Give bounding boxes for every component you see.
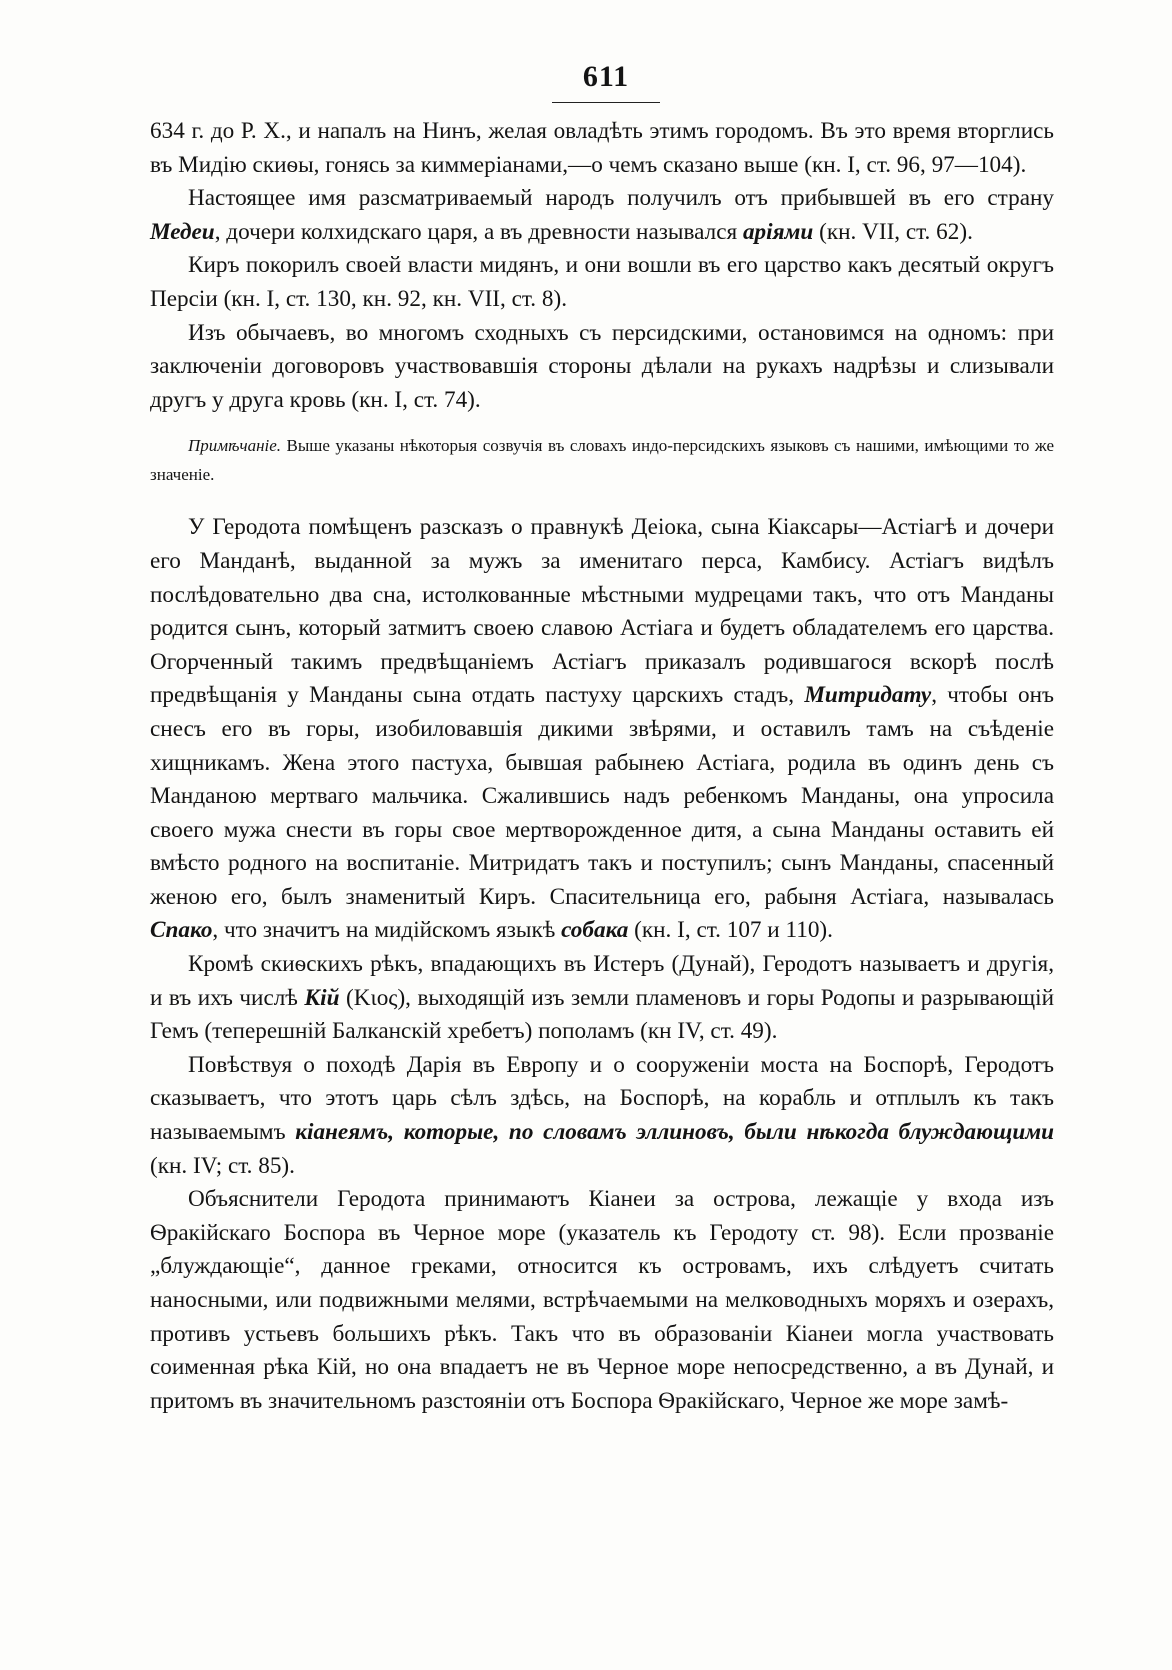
paragraph-p7 (150, 1049, 1054, 1183)
text-run: Кромѣ скиѳскихъ рѣкъ, впадающихъ въ Истеръ (Дунай), Геродотъ называетъ и другія, и въ ихъ числѣ (150, 951, 1054, 1011)
paragraph-p5 (150, 511, 1054, 948)
paragraph-p4 (150, 317, 1054, 418)
footnote (150, 431, 1054, 489)
text-run: Повѣствуя о походѣ Дарія въ Европу и о сооруженіи моста на Боспорѣ, Геродотъ сказываетъ, что этотъ царь сѣлъ здѣсь, на Боспорѣ, на корабль и отплылъ къ такъ называемымъ (150, 1051, 1054, 1146)
text-run: (кн. VII, ст. 62). (813, 218, 973, 245)
text-run: , что значитъ на мидійскомъ языкѣ (212, 917, 562, 944)
paragraph-p2 (150, 182, 1054, 249)
text-run: Киръ покорилъ своей власти мидянъ, и они вошли въ его царство какъ десятый округъ Персіи (кн. I, ст. 130, кн. 92, кн. VII, ст. 8). (150, 252, 1054, 312)
italic-term: собака (561, 917, 629, 944)
italic-term: Медеи (150, 218, 215, 245)
italic-term: Кій (304, 984, 340, 1011)
text-run: Настоящее имя разсматриваемый народъ получилъ отъ прибывшей въ его страну (188, 185, 1054, 212)
italic-term: Митридату (804, 682, 932, 709)
body-text-bottom (150, 511, 1054, 1418)
text-run: 634 г. до Р. Х., и напалъ на Нинъ, желая овладѣть этимъ городомъ. Въ это время вторглись въ Мидію скиѳы, гонясь за киммеріанами,—о чемъ сказано выше (кн. I, ст. 96, 97—104). (150, 118, 1054, 178)
text-run: У Геродота помѣщенъ разсказъ о правнукѣ Деіока, сына Кіаксары—Астіагѣ и дочери его Манданѣ, выданной за мужъ за именитаго перса, Камбису. Астіагъ видѣлъ послѣдовательно два сна, истолкованные мѣстными мудрецами такъ, что отъ Манданы родится сынъ, который затмитъ своею славою Астіага и будетъ обладателемъ его царства. Огорченный такимъ предвѣщаніемъ Астіагъ приказалъ родившагося вскорѣ послѣ предвѣщанія у Манданы сына отдать пастуху царскихъ стадъ, (150, 514, 1054, 709)
paragraph-p1 (150, 115, 1054, 182)
italic-term: Спако (150, 917, 213, 944)
paragraph-p8 (150, 1183, 1054, 1418)
page-number-rule (552, 102, 660, 103)
page-number: 611 (582, 60, 630, 93)
text-run: Объяснители Геродота принимаютъ Кіанеи за острова, лежащіе у входа изъ Ѳракійскаго Боспора въ Черное море (указатель къ Геродоту ст. 98). Если прозваніе „блуждающіе“, данное греками, относится къ островамъ, ихъ слѣдуетъ считать наносными, или подвижными мелями, встрѣчаемыми на мелководныхъ моряхъ и озерахъ, противъ устьевъ большихъ рѣкъ. Такъ что въ образованіи Кіанеи могла участвовать соименная рѣка Кій, но она впадаетъ не въ Черное море непосредственно, а въ Дунай, и притомъ въ значительномъ разстояніи отъ Боспора Ѳракійскаго, Черное же море замѣ- (150, 1186, 1054, 1414)
paragraph-p3 (150, 249, 1054, 316)
text-run: (Κιος), выходящій изъ земли пламеновъ и горы Родопы и разрывающій Гемъ (теперешній Балканскій хребетъ) пополамъ (кн IV, ст. 49). (150, 984, 1054, 1045)
italic-term: аріями (742, 218, 814, 245)
note-label: Примѣчаніе. (188, 436, 282, 456)
text-run: , чтобы онъ снесъ его въ горы, изобиловавшія дикими звѣрями, и оставилъ тамъ на съѣденіе хищникамъ. Жена этого пастуха, бывшая рабынею Астіага, родила въ одинъ день съ Манданою мертваго мальчика. Сжалившись надъ ребенкомъ Манданы, она упросила своего мужа снести въ горы свое мертворожденное дитя, а сына Манданы оставить ей вмѣсто родного на воспитаніе. Митридатъ такъ и поступилъ; сынъ Манданы, спасенный женою его, былъ знаменитый Киръ. Спасительница его, рабыня Астіага, называлась (150, 682, 1054, 910)
note-text: Выше указаны нѣкоторыя созвучія въ словахъ индо-персидскихъ языковъ съ нашими, имѣющими то же значеніе. (150, 436, 1054, 485)
text-run: , дочери колхидскаго царя, а въ древности назывался (214, 218, 743, 245)
paragraph-p6 (150, 948, 1054, 1049)
body-text-top (150, 115, 1054, 417)
italic-term: кіанеямъ, которые, по словамъ эллиновъ, были нѣкогда блуждающими (295, 1119, 1054, 1146)
text-run: (кн. IV; ст. 85). (150, 1152, 295, 1179)
text-run: (кн. I, ст. 107 и 110). (628, 917, 833, 944)
text-run: Изъ обычаевъ, во многомъ сходныхъ съ персидскими, остановимся на одномъ: при заключеніи договоровъ участвовавшія стороны дѣлали на рукахъ надрѣзы и слизывали другъ у друга кровь (кн. I, ст. 74). (150, 319, 1054, 413)
